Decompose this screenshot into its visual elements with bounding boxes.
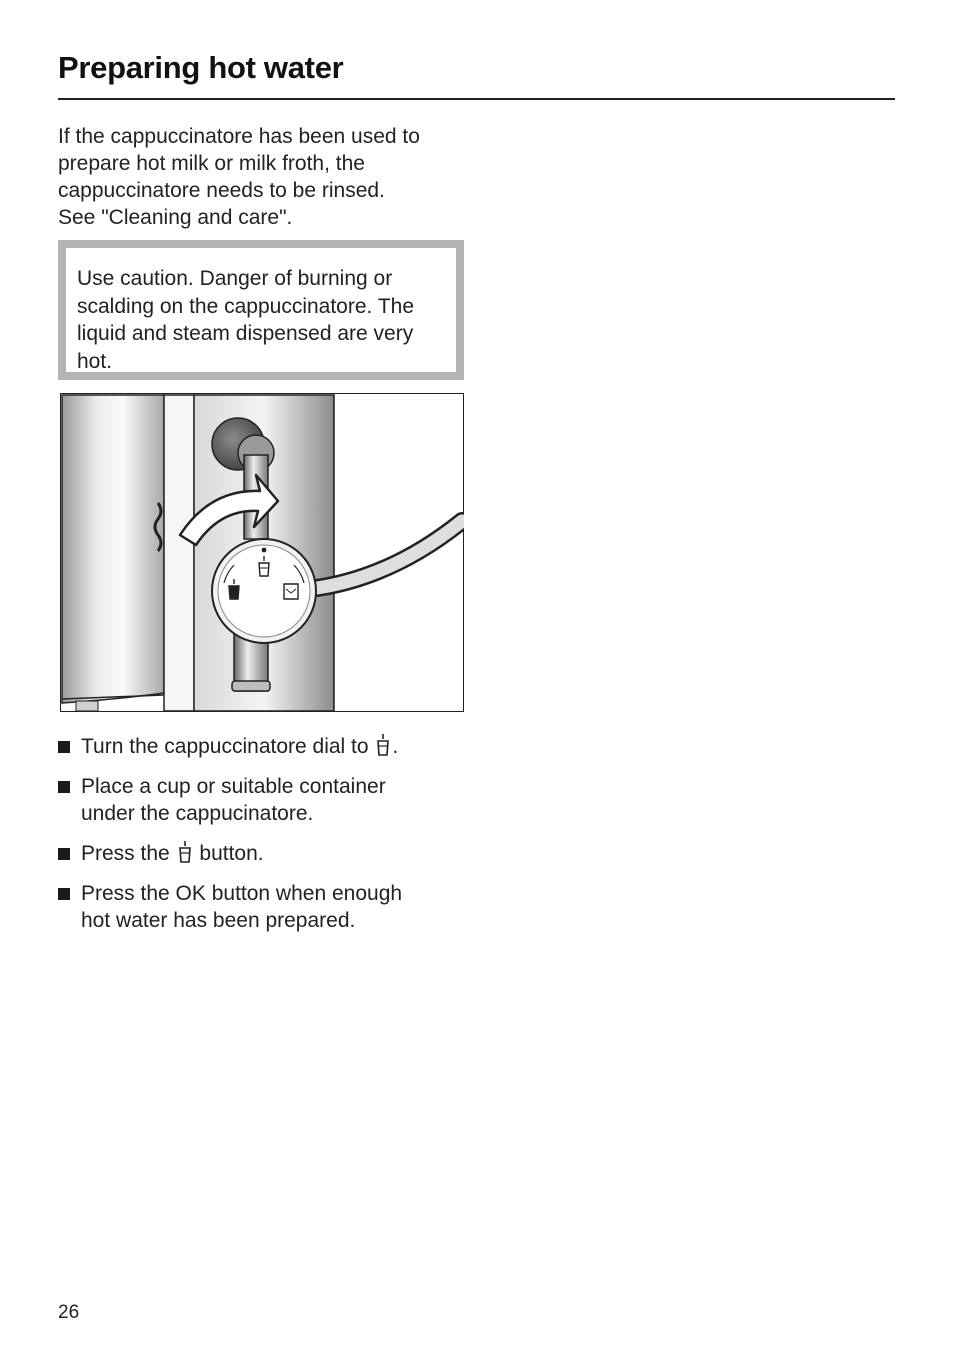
intro-line: cappuccinatore needs to be rinsed. xyxy=(58,179,385,202)
caution-box xyxy=(58,240,464,380)
page-number: 26 xyxy=(58,1302,80,1323)
hot-water-cup-icon xyxy=(376,734,390,756)
step-text-end: button. xyxy=(199,842,264,865)
bullet-square-icon xyxy=(58,781,70,793)
list-item xyxy=(58,880,478,934)
step-text-end: . xyxy=(392,735,399,758)
list-item xyxy=(58,733,478,760)
step-text: hot water has been prepared. xyxy=(81,909,356,932)
dial-indicator-dot xyxy=(262,548,267,553)
step-text: under the cappucinatore. xyxy=(81,802,314,825)
caution-line: Use caution. Danger of burning or xyxy=(77,267,393,290)
list-item xyxy=(58,840,478,867)
bullet-square-icon xyxy=(58,888,70,900)
caution-line: hot. xyxy=(77,349,113,373)
page-title: Preparing hot water xyxy=(58,50,344,85)
instruction-steps xyxy=(58,733,478,947)
caution-text xyxy=(66,248,456,372)
step-text: Press the xyxy=(81,842,170,865)
step-text: Press the OK button when enough xyxy=(81,882,403,905)
caution-line: scalding on the cappuccinatore. The xyxy=(77,294,415,318)
intro-paragraph xyxy=(58,123,478,231)
cappuccinatore-illustration xyxy=(60,393,464,712)
machine-side-panel xyxy=(62,395,194,711)
bullet-square-icon xyxy=(58,741,70,753)
cappuccinatore-dial xyxy=(212,539,316,643)
hot-water-cup-icon xyxy=(178,841,192,863)
intro-line: If the cappuccinatore has been used to xyxy=(58,125,420,148)
list-item xyxy=(58,773,478,827)
caution-line: liquid and steam dispensed are very xyxy=(77,322,414,345)
title-divider xyxy=(58,98,895,100)
intro-line: See "Cleaning and care". xyxy=(58,206,293,229)
step-text: Turn the cappuccinatore dial to xyxy=(81,735,369,758)
step-text: Place a cup or suitable container xyxy=(81,775,386,798)
intro-line: prepare hot milk or milk froth, the xyxy=(58,152,365,175)
bullet-square-icon xyxy=(58,848,70,860)
